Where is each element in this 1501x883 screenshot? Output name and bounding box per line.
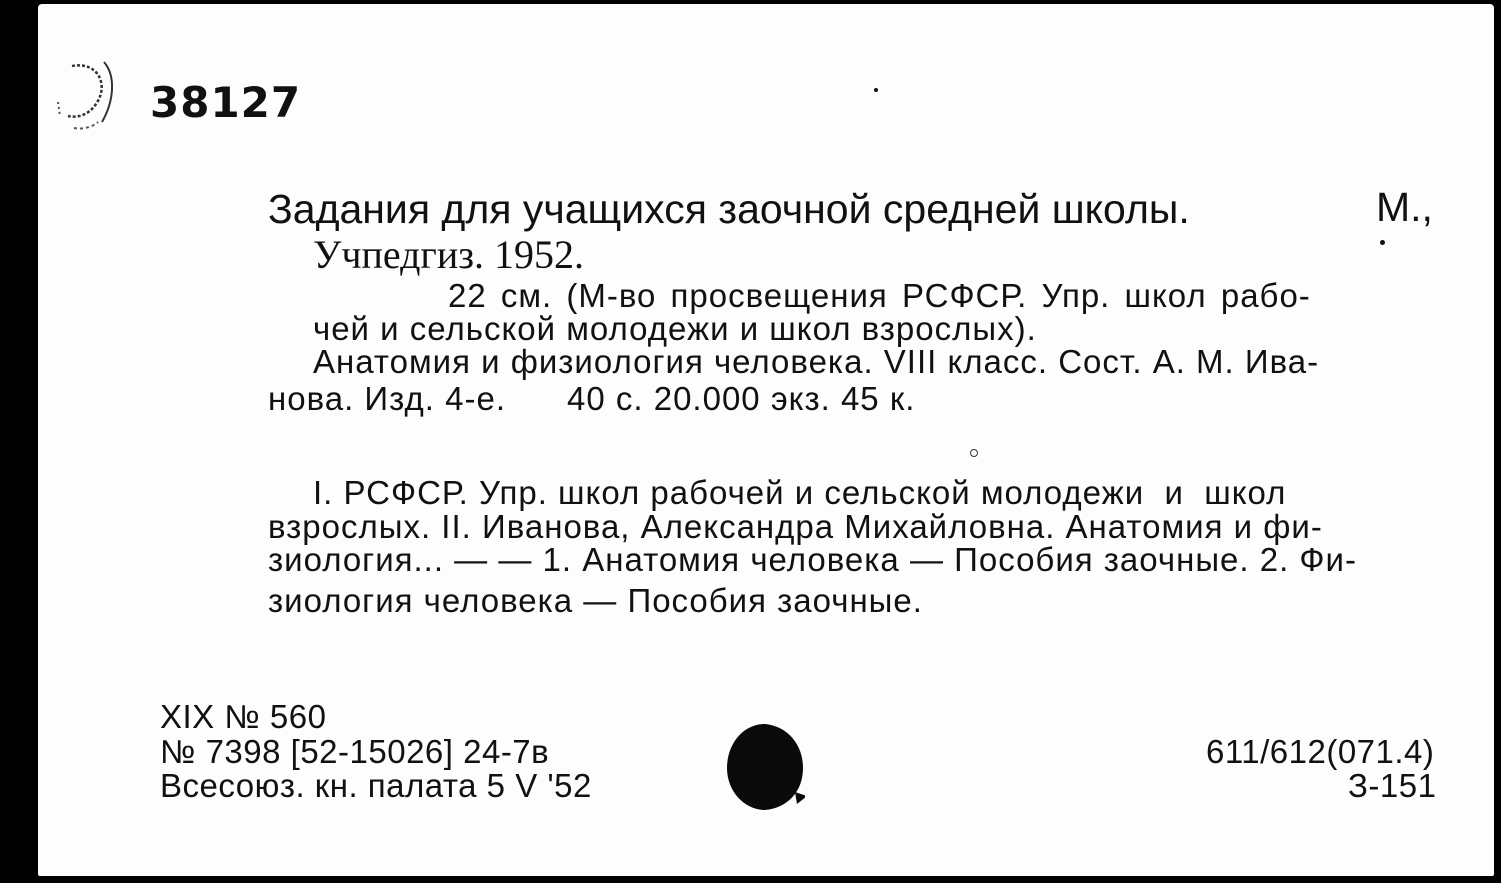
- classification-number: 611/612(071.4): [1206, 733, 1435, 770]
- title-line: Задания для учащихся заочной средней школы.: [268, 186, 1190, 232]
- ink-blot: [725, 722, 805, 812]
- collation-line-2: чей и сельской молодежи и школ взрослых).: [313, 310, 1037, 347]
- tracing-line-2: взрослых. II. Иванова, Александра Михайловна. Анатомия и фи-: [268, 508, 1323, 545]
- small-circle-mark: [970, 449, 978, 457]
- tracing-line-3: зиология... — — 1. Анатомия человека — Пособия заочные. 2. Фи-: [268, 541, 1357, 578]
- speck: [874, 88, 878, 92]
- collation-line-1: 22 см. (М-во просвещения РСФСР. Упр. школ рабо-: [448, 277, 1311, 314]
- accession-number: 38127: [150, 78, 302, 127]
- footer-left-line-1: XIX № 560: [160, 698, 327, 735]
- tracing-line-4: зиология человека — Пособия заочные.: [268, 582, 923, 619]
- speck: [1380, 240, 1385, 245]
- footer-left-line-2: № 7398 [52-15026] 24-7в: [160, 733, 550, 770]
- author-mark: З-151: [1348, 767, 1437, 804]
- tracing-line-1: I. РСФСР. Упр. школ рабочей и сельской молодежи и школ: [313, 474, 1287, 511]
- handwritten-mark: [54, 56, 134, 146]
- footer-left-line-3: Всесоюз. кн. палата 5 V '52: [160, 767, 592, 804]
- publication-place: М.,: [1376, 184, 1433, 230]
- contents-line-2: нова. Изд. 4-е. 40 с. 20.000 экз. 45 к.: [268, 380, 916, 417]
- publisher-year: Учпедгиз. 1952.: [313, 232, 585, 277]
- contents-line-1: Анатомия и физиология человека. VIII класс. Сост. А. М. Ива-: [313, 343, 1320, 380]
